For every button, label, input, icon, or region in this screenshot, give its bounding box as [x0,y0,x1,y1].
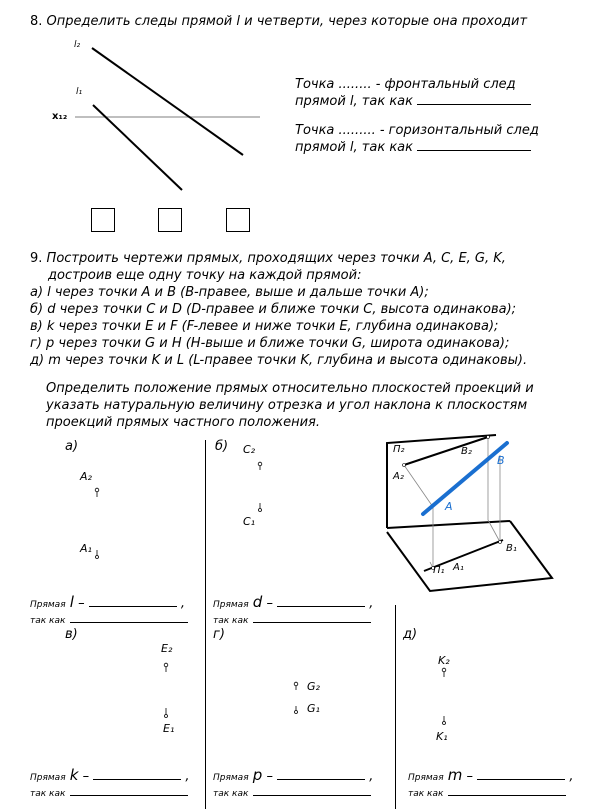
because-line-k [30,784,188,802]
task-number: 8. [30,14,43,29]
text: так как [213,789,249,799]
projection-planes-diagram [387,435,552,591]
answer-blank[interactable] [417,93,531,105]
answer-blank[interactable] [477,768,565,780]
text: прямой l, так как [295,140,413,155]
because-line-p [213,784,371,802]
part-g-label: г) [213,627,225,642]
task-intro: Построить чертежи прямых, проходящих через точки A, C, E, G, K, [46,251,506,266]
text: Прямая [213,773,249,783]
because-line-l [30,611,188,629]
line-name: l [69,593,74,611]
line-name: m [447,766,463,784]
paragraph-line: Определить положение прямых относительно плоскостей проекций и [46,381,534,396]
point-K1: K₁ [436,730,448,743]
task8-heading [30,14,527,30]
text: Прямая [30,600,66,610]
point-C2: C₂ [243,443,256,456]
horizontal-trace-line1: Точка ......... - горизонтальный след [295,123,539,138]
label-B1: B₁ [506,543,517,554]
because-line-m [408,784,566,802]
label-B: B [497,454,505,467]
answer-box-1[interactable] [91,208,115,232]
line-name: p [252,766,263,784]
answer-blank[interactable] [253,611,371,623]
text: так как [30,616,66,626]
text: – [266,596,273,611]
text: так как [30,789,66,799]
because-line-d [213,611,371,629]
text: – [266,769,273,784]
text: Прямая [408,773,444,783]
text: , [369,769,374,784]
point-E2: E₂ [161,642,173,655]
line-name: d [252,593,263,611]
label-l2: l₂ [74,40,81,50]
task9-item-d: д) m через точки K и L (L-правее точки K, глубина и высота одинаковы). [30,353,528,368]
answer-blank[interactable] [448,784,566,796]
horizontal-trace-line2 [295,139,531,156]
task9-item-g: г) p через точки G и H (H-выше и ближе точки G, широта одинакова); [30,336,510,351]
text: – [78,596,85,611]
point-C1: C₁ [243,515,256,528]
task-title: Определить следы прямой l и четверти, через которые она проходит [46,14,528,29]
column-divider [205,440,206,809]
label-x12: x₁₂ [52,111,68,122]
task9-item-b: б) d через точки C и D (D-правее и ближе точки C, высота одинакова); [30,302,517,317]
answer-blank[interactable] [417,139,531,151]
line-l2 [92,48,243,155]
answer-box-2[interactable] [158,208,182,232]
answer-blank[interactable] [70,611,188,623]
paragraph-line: проекций прямых частного положения. [46,415,320,430]
text: , [180,596,185,611]
text: так как [408,789,444,799]
part-b-label: б) [215,439,229,454]
task9-item-a: а) l через точки A и B (B-правее, выше и дальше точки A); [30,285,429,300]
point-K2: K₂ [438,654,450,667]
point-A2: A₂ [80,470,92,483]
label-B2: B₂ [461,446,472,457]
label-A2: A₂ [393,471,404,482]
text: – [82,769,90,784]
frontal-trace-line2 [295,93,531,110]
label-l1: l₁ [76,87,83,97]
answer-box-3[interactable] [226,208,250,232]
answer-blank[interactable] [89,595,177,607]
task9-heading [30,251,506,267]
line-name: k [69,766,79,784]
text: Прямая [30,773,66,783]
point-G2: G₂ [307,680,320,693]
answer-blank[interactable] [93,768,181,780]
paragraph-line: указать натуральную величину отрезка и угол наклона к плоскостям [46,398,528,413]
task9-intro2: достроив еще одну точку на каждой прямой: [48,268,362,283]
text: так как [213,616,249,626]
label-P2: П₂ [393,444,405,455]
point-E1: E₁ [163,722,175,735]
line-l1 [93,105,182,190]
part-d-label: д) [403,627,418,642]
text: , [369,596,374,611]
part-a-label: а) [65,439,79,454]
text: Прямая [213,600,249,610]
point-A1: A₁ [80,542,92,555]
text: – [466,769,474,784]
point-G1: G₁ [307,702,320,715]
label-A1: A₁ [453,562,464,573]
answer-blank[interactable] [253,784,371,796]
part-v-label: в) [65,627,78,642]
text: прямой l, так как [295,94,413,109]
answer-blank[interactable] [277,595,365,607]
answer-blank[interactable] [277,768,365,780]
label-P1: П₁ [433,565,445,576]
task9-item-v: в) k через точки E и F (F-левее и ниже точки E, глубина одинакова); [30,319,499,334]
task-number: 9. [30,251,43,266]
label-A: A [445,500,453,513]
column-divider [395,605,396,809]
text: , [185,769,190,784]
answer-blank[interactable] [70,784,188,796]
frontal-trace-line1: Точка ........ - фронтальный след [295,77,516,92]
text: , [569,769,574,784]
